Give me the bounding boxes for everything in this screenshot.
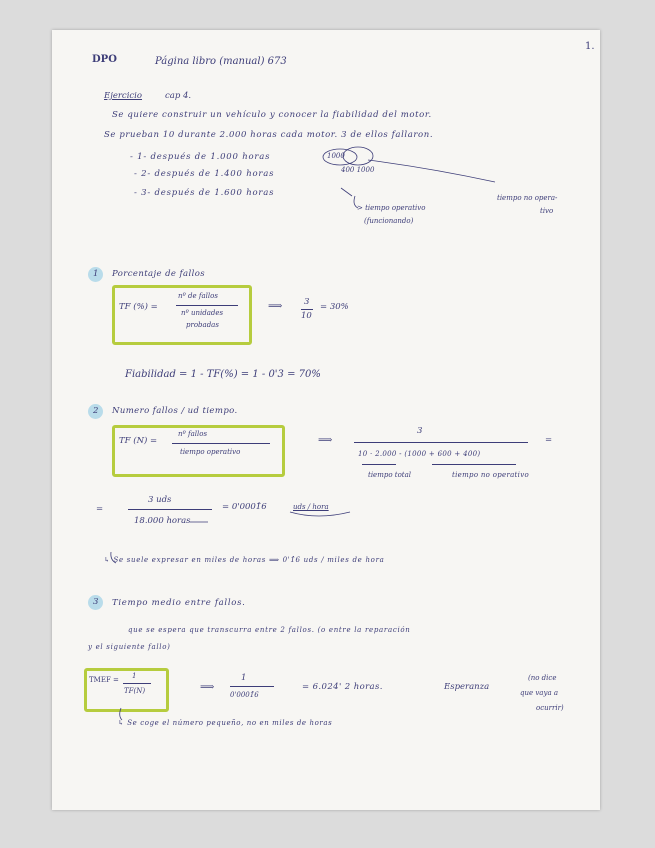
section-1-title: Porcentaje de fallos bbox=[112, 269, 205, 279]
section-2-result-value: = 0'0001̂6 bbox=[222, 502, 267, 512]
tmef-lhs-den: TF(N) bbox=[124, 687, 146, 695]
esperanza-note-1: (no dice bbox=[528, 674, 557, 682]
tf-n-denominator: tiempo operativo bbox=[180, 448, 241, 456]
total-time-label: tiempo total bbox=[368, 471, 412, 479]
exercise-line-1: Se quiere construir un vehículo y conocer la fiabilidad del motor. bbox=[112, 110, 432, 120]
section-1-arrow: ⟹ bbox=[268, 301, 283, 312]
section-3-arrow: ⟹ bbox=[200, 682, 215, 693]
note-non-operative-1: tiempo no opera- bbox=[497, 194, 558, 202]
exercise-label: Ejercicio bbox=[104, 91, 143, 101]
failure-item-1: - 1- después de 1.000 horas bbox=[130, 152, 271, 162]
bubble-subvalues: 400 1000 bbox=[341, 166, 375, 174]
section-2-number: 2 bbox=[93, 406, 99, 416]
section-2-result-num: 3 uds bbox=[148, 495, 172, 505]
section-3-title: Tiempo medio entre fallos. bbox=[112, 598, 246, 608]
section-1-result: = 30% bbox=[320, 302, 349, 312]
note-operative-1: > tiempo operativo bbox=[357, 204, 426, 212]
failure-item-2: - 2- después de 1.400 horas bbox=[134, 169, 275, 179]
section-1-frac-num: 3 bbox=[304, 297, 310, 307]
section-2-result-unit: uds / hora bbox=[293, 503, 329, 511]
tf-n-lhs: TF (N) = bbox=[119, 436, 158, 446]
esperanza-label: Esperanza bbox=[444, 682, 490, 692]
note-non-operative-2: tivo bbox=[540, 207, 554, 215]
section-3-frac-num: 1 bbox=[241, 673, 247, 683]
section-2-result-den: 18.000 horas bbox=[134, 516, 191, 526]
tmef-lhs: TMEF = bbox=[89, 676, 119, 684]
section-2-frac-den: 10 · 2.000 - (1000 + 600 + 400) bbox=[358, 450, 481, 458]
tf-percent-numerator: nº de fallos bbox=[178, 292, 218, 300]
tf-percent-lhs: TF (%) = bbox=[119, 302, 158, 312]
tmef-result: = 6.024' 2 horas. bbox=[302, 682, 383, 692]
page-reference: Página libro (manual) 673 bbox=[155, 56, 287, 67]
tmef-lhs-num: 1 bbox=[132, 672, 137, 680]
tf-percent-denominator-1: nº unidades bbox=[181, 309, 224, 317]
section-3-frac-den: 0'0001̂6 bbox=[230, 691, 259, 699]
exercise-chapter: cap 4. bbox=[165, 91, 192, 101]
non-operative-label: tiempo no operativo bbox=[452, 471, 529, 479]
section-2-result-equals: = bbox=[96, 504, 104, 514]
section-2-title: Numero fallos / ud tiempo. bbox=[112, 406, 238, 416]
section-3-description-1: que se espera que transcurra entre 2 fallos. (o entre la reparación bbox=[128, 626, 411, 634]
small-number-note: ↳ Se coge el número pequeño, no en miles de horas bbox=[118, 719, 333, 727]
reliability-line: Fiabilidad = 1 - TF(%) = 1 - 0'3 = 70% bbox=[125, 369, 321, 380]
esperanza-note-2: que vaya a bbox=[520, 689, 559, 697]
section-3-description-2: y el siguiente fallo) bbox=[88, 643, 171, 651]
subject-label: DPO bbox=[92, 54, 117, 65]
thousands-hours-note: ↳ Se suele expresar en miles de horas ⟹ 0'1̂6 uds / miles de hora bbox=[104, 556, 385, 564]
tf-percent-denominator-2: probadas bbox=[186, 321, 219, 329]
section-1-frac-den: 10 bbox=[301, 311, 312, 321]
tf-n-numerator: nº fallos bbox=[178, 430, 208, 438]
exercise-line-2: Se prueban 10 durante 2.000 horas cada motor. 3 de ellos fallaron. bbox=[104, 130, 434, 140]
section-3-number: 3 bbox=[93, 597, 99, 607]
bubble-value: 1000 bbox=[327, 152, 345, 160]
section-2-frac-num: 3 bbox=[417, 426, 423, 436]
esperanza-note-3: ocurrir) bbox=[536, 704, 564, 712]
failure-item-3: - 3- después de 1.600 horas bbox=[134, 188, 275, 198]
page-number: 1. bbox=[585, 41, 595, 52]
section-2-arrow: ⟹ bbox=[318, 435, 333, 446]
note-operative-2: (funcionando) bbox=[364, 217, 414, 225]
section-2-equals: = bbox=[545, 435, 553, 445]
section-1-number: 1 bbox=[93, 269, 99, 279]
